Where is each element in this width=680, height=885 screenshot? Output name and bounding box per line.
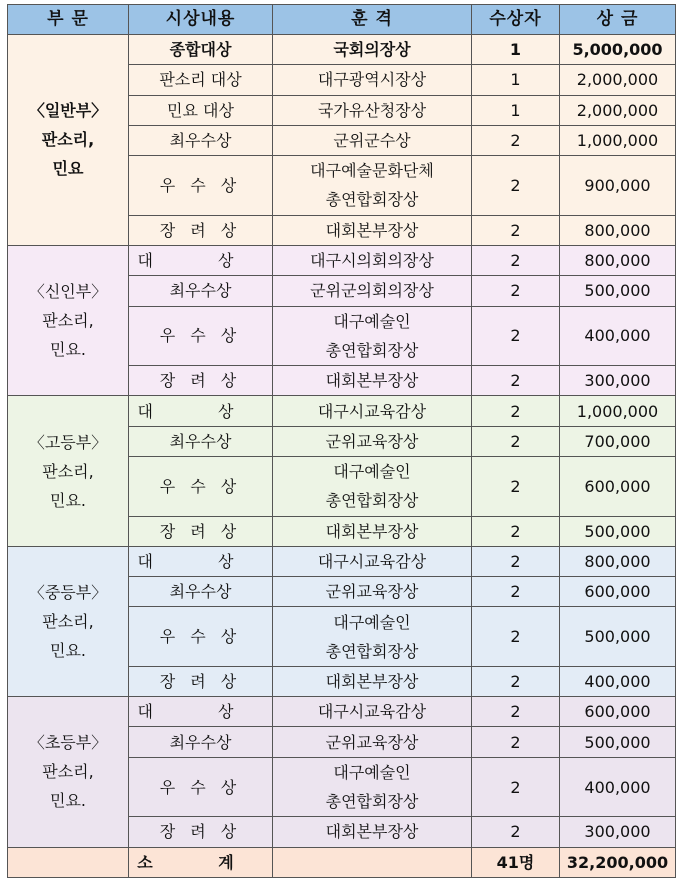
header-honor: 훈 격 <box>273 5 472 35</box>
division-line: 민요. <box>50 791 86 811</box>
division-line: 판소리, <box>42 762 94 782</box>
honor-line: 대회본부장상 <box>325 521 419 541</box>
honor-cell <box>273 607 472 667</box>
award-cell: 장 려 상 <box>129 817 273 847</box>
award-cell: 민요 대상 <box>129 95 273 125</box>
honor-cell <box>273 456 472 516</box>
honor-cell <box>273 666 472 696</box>
honor-cell <box>273 426 472 456</box>
honor-line: 군위교육장상 <box>325 732 419 752</box>
award-cell: 판소리 대상 <box>129 65 273 95</box>
division-line: 민요. <box>50 640 86 660</box>
honor-cell <box>273 516 472 546</box>
award-cell: 우 수 상 <box>129 456 273 516</box>
prize-cell: 300,000 <box>560 366 676 396</box>
award-cell: 대 상 <box>129 546 273 576</box>
prize-cell: 400,000 <box>560 666 676 696</box>
winners-cell: 2 <box>472 607 560 667</box>
division-line: 〈신인부〉 <box>28 282 108 302</box>
winners-cell: 2 <box>472 516 560 546</box>
winners-cell: 1 <box>472 95 560 125</box>
winners-cell: 2 <box>472 276 560 306</box>
prize-cell: 600,000 <box>560 697 676 727</box>
award-cell: 최우수상 <box>129 125 273 155</box>
prize-cell: 300,000 <box>560 817 676 847</box>
honor-line: 대구시의회의장상 <box>310 251 434 271</box>
honor-cell <box>273 727 472 757</box>
table-row <box>8 546 676 576</box>
winners-cell: 2 <box>472 757 560 817</box>
table-row <box>8 697 676 727</box>
header-prize: 상 금 <box>560 5 676 35</box>
honor-line: 군위군의회의장상 <box>310 281 434 301</box>
honor-line: 군위교육장상 <box>325 582 419 602</box>
honor-cell <box>273 156 472 216</box>
honor-line: 대구시교육감상 <box>317 702 427 722</box>
honor-line: 국가유산청장상 <box>317 100 427 120</box>
winners-cell: 2 <box>472 366 560 396</box>
award-cell: 최우수상 <box>129 577 273 607</box>
honor-line: 대회본부장상 <box>325 822 419 842</box>
award-cell: 우 수 상 <box>129 156 273 216</box>
division-cell <box>8 35 129 246</box>
honor-cell <box>273 757 472 817</box>
total-row <box>8 847 676 877</box>
winners-cell: 2 <box>472 215 560 245</box>
header-award: 시상내용 <box>129 5 273 35</box>
honor-cell <box>273 817 472 847</box>
total-winners: 41명 <box>472 847 560 877</box>
total-label: 소 계 <box>129 847 273 877</box>
winners-cell: 2 <box>472 125 560 155</box>
honor-line: 대구예술인 <box>333 612 411 632</box>
honor-line: 총연합회장상 <box>325 792 419 812</box>
award-cell: 종합대상 <box>129 35 273 65</box>
winners-cell: 1 <box>472 65 560 95</box>
award-cell: 우 수 상 <box>129 607 273 667</box>
division-line: 〈중등부〉 <box>28 582 108 602</box>
header-winners: 수상자 <box>472 5 560 35</box>
honor-cell <box>273 35 472 65</box>
prize-cell: 2,000,000 <box>560 65 676 95</box>
honor-cell <box>273 306 472 366</box>
division-cell <box>8 396 129 546</box>
division-line: 민요. <box>50 340 86 360</box>
honor-line: 대구시교육감상 <box>317 401 427 421</box>
winners-cell: 2 <box>472 245 560 275</box>
honor-line: 군위교육장상 <box>325 431 419 451</box>
winners-cell: 2 <box>472 306 560 366</box>
honor-cell <box>273 245 472 275</box>
honor-cell <box>273 396 472 426</box>
honor-line: 대구예술인 <box>333 763 411 783</box>
honor-line: 총연합회장상 <box>325 491 419 511</box>
header-row <box>8 5 676 35</box>
award-table <box>7 4 676 878</box>
prize-cell: 900,000 <box>560 156 676 216</box>
division-line: 〈일반부〉 <box>28 101 108 121</box>
honor-cell <box>273 125 472 155</box>
honor-line: 대구예술인 <box>333 311 411 331</box>
prize-cell: 500,000 <box>560 516 676 546</box>
winners-cell: 2 <box>472 666 560 696</box>
header-division: 부 문 <box>8 5 129 35</box>
division-line: 판소리, <box>42 311 94 331</box>
division-line: 민요 <box>52 159 84 179</box>
division-line: 판소리, <box>42 461 94 481</box>
honor-line: 국회의장상 <box>333 40 411 60</box>
division-line: 민요. <box>50 490 86 510</box>
table-row <box>8 35 676 65</box>
honor-cell <box>273 215 472 245</box>
award-cell: 장 려 상 <box>129 666 273 696</box>
prize-cell: 700,000 <box>560 426 676 456</box>
award-cell: 대 상 <box>129 697 273 727</box>
division-cell <box>8 245 129 395</box>
prize-cell: 500,000 <box>560 607 676 667</box>
honor-cell <box>273 65 472 95</box>
honor-line: 대구예술문화단체 <box>310 161 434 181</box>
prize-cell: 800,000 <box>560 215 676 245</box>
division-cell <box>8 546 129 696</box>
prize-cell: 600,000 <box>560 456 676 516</box>
honor-line: 총연합회장상 <box>325 190 419 210</box>
prize-cell: 800,000 <box>560 546 676 576</box>
total-honor-cell <box>273 847 472 877</box>
winners-cell: 1 <box>472 35 560 65</box>
award-cell: 최우수상 <box>129 276 273 306</box>
winners-cell: 2 <box>472 727 560 757</box>
award-cell: 장 려 상 <box>129 215 273 245</box>
honor-line: 대회본부장상 <box>325 672 419 692</box>
table-row <box>8 245 676 275</box>
total-prize: 32,200,000 <box>560 847 676 877</box>
division-cell <box>8 697 129 847</box>
award-cell: 최우수상 <box>129 426 273 456</box>
winners-cell: 2 <box>472 456 560 516</box>
honor-line: 대회본부장상 <box>325 371 419 391</box>
prize-cell: 500,000 <box>560 276 676 306</box>
prize-cell: 600,000 <box>560 577 676 607</box>
award-cell: 우 수 상 <box>129 306 273 366</box>
honor-cell <box>273 546 472 576</box>
prize-cell: 5,000,000 <box>560 35 676 65</box>
division-line: 판소리, <box>42 611 94 631</box>
prize-cell: 2,000,000 <box>560 95 676 125</box>
award-cell: 장 려 상 <box>129 516 273 546</box>
honor-line: 군위군수상 <box>333 130 411 150</box>
winners-cell: 2 <box>472 817 560 847</box>
honor-cell <box>273 697 472 727</box>
winners-cell: 2 <box>472 396 560 426</box>
winners-cell: 2 <box>472 546 560 576</box>
honor-line: 대구광역시장상 <box>317 70 427 90</box>
award-body <box>8 35 676 878</box>
award-cell: 우 수 상 <box>129 757 273 817</box>
total-division-cell <box>8 847 129 877</box>
division-line: 〈초등부〉 <box>28 733 108 753</box>
prize-cell: 500,000 <box>560 727 676 757</box>
honor-cell <box>273 95 472 125</box>
award-cell: 대 상 <box>129 245 273 275</box>
honor-line: 대구예술인 <box>333 462 411 482</box>
award-cell: 대 상 <box>129 396 273 426</box>
honor-line: 대회본부장상 <box>325 220 419 240</box>
winners-cell: 2 <box>472 577 560 607</box>
award-cell: 최우수상 <box>129 727 273 757</box>
prize-cell: 1,000,000 <box>560 125 676 155</box>
winners-cell: 2 <box>472 697 560 727</box>
honor-cell <box>273 577 472 607</box>
honor-line: 총연합회장상 <box>325 340 419 360</box>
winners-cell: 2 <box>472 156 560 216</box>
table-row <box>8 396 676 426</box>
honor-cell <box>273 366 472 396</box>
award-cell: 장 려 상 <box>129 366 273 396</box>
honor-cell <box>273 276 472 306</box>
prize-cell: 1,000,000 <box>560 396 676 426</box>
prize-cell: 800,000 <box>560 245 676 275</box>
prize-cell: 400,000 <box>560 306 676 366</box>
honor-line: 총연합회장상 <box>325 641 419 661</box>
division-line: 판소리, <box>41 130 95 150</box>
prize-cell: 400,000 <box>560 757 676 817</box>
division-line: 〈고등부〉 <box>28 432 108 452</box>
honor-line: 대구시교육감상 <box>317 551 427 571</box>
winners-cell: 2 <box>472 426 560 456</box>
